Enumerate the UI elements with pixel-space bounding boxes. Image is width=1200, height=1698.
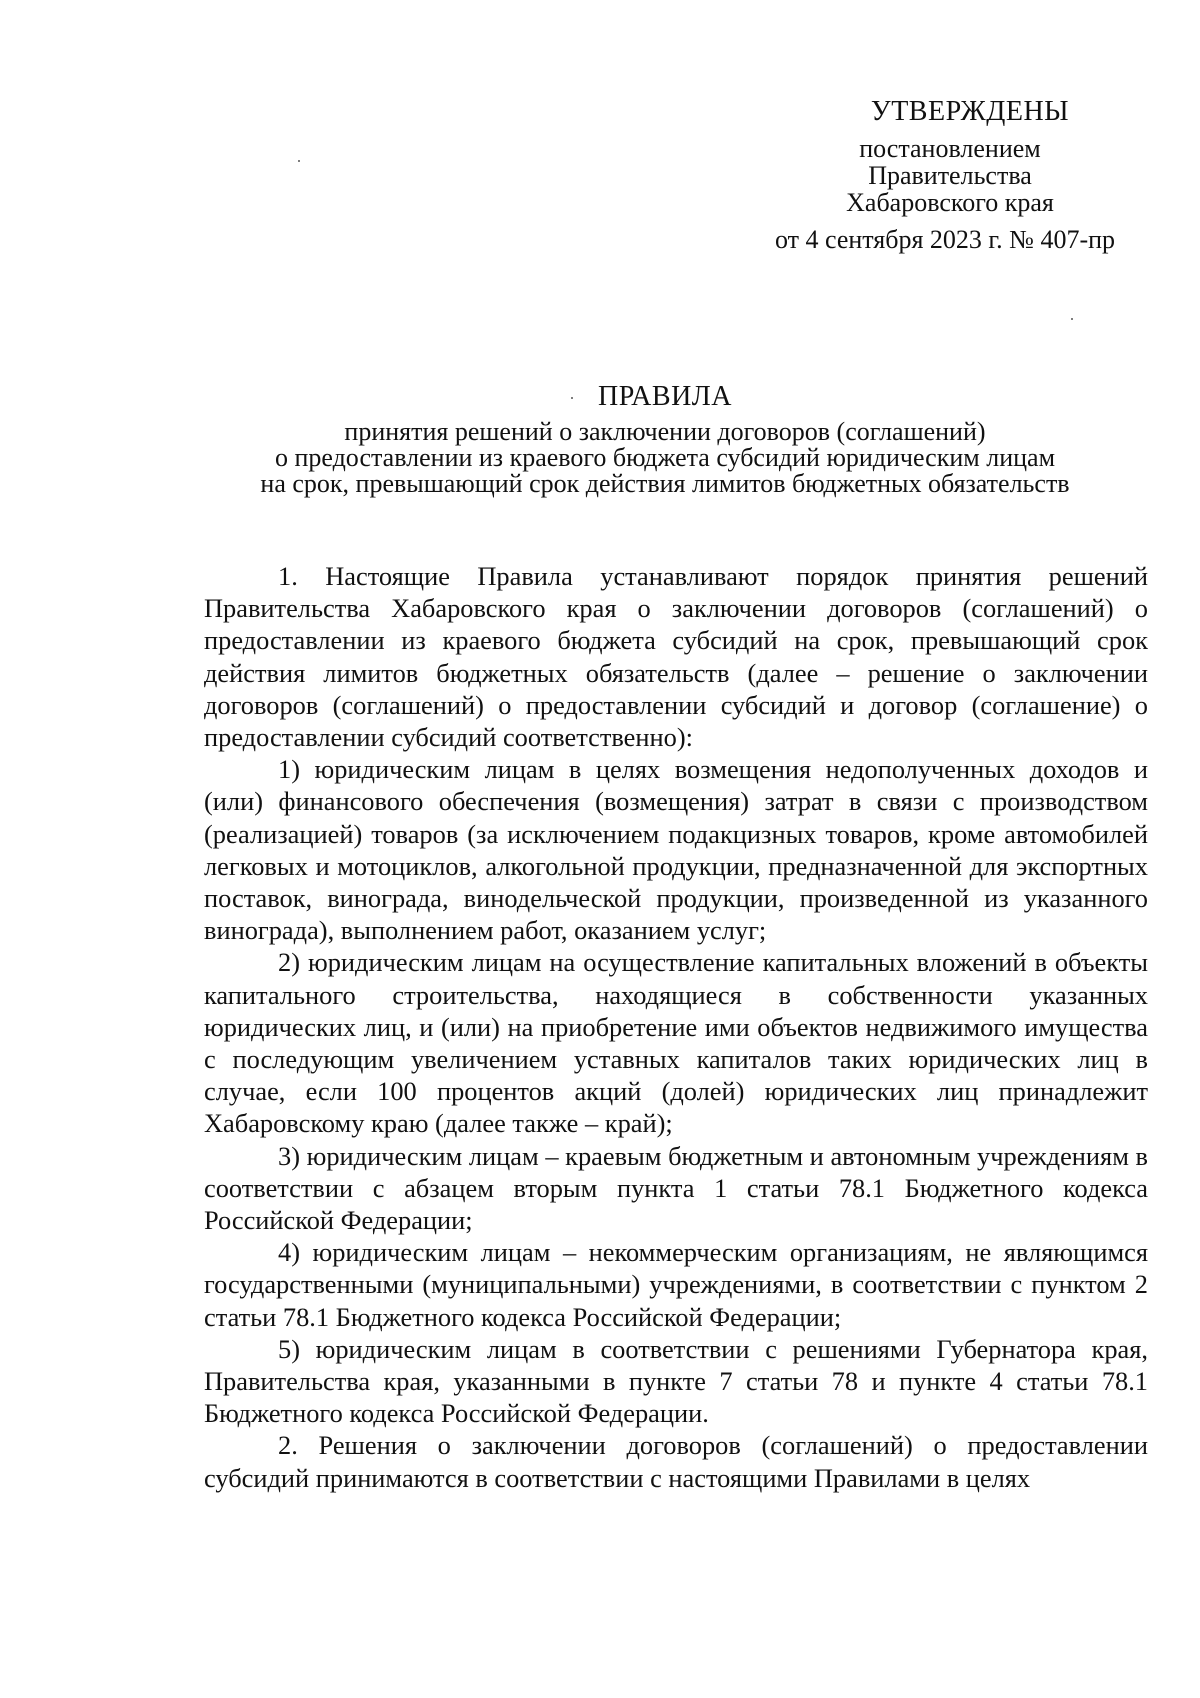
scan-speck [571,397,573,399]
paragraph-2: 2. Решения о заключении договоров (соглашений) о предоставлении субсидий принимаются в соответствии с настоящими Правилами в целях [204,1430,1148,1493]
document-subtitle-line-2: о предоставлении из краевого бюджета субсидий юридическим лицам [274,443,1056,472]
paragraph-1-item-1: 1) юридическим лицам в целях возмещения недополученных доходов и (или) финансового обеспечения (возмещения) затрат в связи с производством (реализацией) товаров (за исключением подакцизных товаров, кроме автомобилей легковых и мотоциклов, алкогольной продукции, предназначенной для экспортных поставок, винограда, винодельческой продукции, произведенной из указанного винограда), выполнением работ, оказанием услуг; [204,754,1148,946]
approval-heading: УТВЕРЖДЕНЫ [870,96,1070,127]
document-subtitle-line-1: принятия решений о заключении договоров (соглашений) [344,417,986,446]
approval-line-3: Хабаровского края [846,188,1054,217]
approval-date: от 4 сентября 2023 г. № 407-пр [774,225,1116,254]
document-title: ПРАВИЛА [597,381,733,412]
paragraph-1: 1. Настоящие Правила устанавливают порядок принятия решений Правительства Хабаровского края о заключении договоров (соглашений) о предоставлении из краевого бюджета субсидий на срок, превышающий срок действия лимитов бюджетных обязательств (далее – решение о заключении договоров (соглашений) о предоставлении субсидий и договор (соглашение) о предоставлении субсидий соответственно): [204,561,1148,753]
approval-line-1: постановлением [859,134,1041,163]
paragraph-1-item-3: 3) юридическим лицам – краевым бюджетным и автономным учреждениям в соответствии с абзацем вторым пункта 1 статьи 78.1 Бюджетного кодекса Российской Федерации; [204,1140,1148,1236]
document-title-block [200,381,1130,497]
scan-speck [1071,318,1073,320]
paragraph-1-item-5: 5) юридическим лицам в соответствии с решениями Губернатора края, Правительства края, указанными в пункте 7 статьи 78 и пункте 4 статьи 78.1 Бюджетного кодекса Российской Федерации. [204,1333,1148,1429]
approval-block [760,98,1140,253]
document-body [204,560,1148,1494]
approval-line-2: Правительства [868,161,1032,190]
document-subtitle-line-3: на срок, превышающий срок действия лимитов бюджетных обязательств [260,469,1070,498]
scan-speck [298,160,300,162]
paragraph-1-item-4: 4) юридическим лицам – некоммерческим организациям, не являющимся государственными (муниципальными) учреждениями, в соответствии с пунктом 2 статьи 78.1 Бюджетного кодекса Российской Федерации; [204,1237,1148,1332]
paragraph-1-item-2: 2) юридическим лицам на осуществление капитальных вложений в объекты капитального строительства, находящиеся в собственности указанных юридических лиц, и (или) на приобретение ими объектов недвижимого имущества с последующим увеличением уставных капиталов таких юридических лиц в случае, если 100 процентов акций (долей) юридических лиц принадлежит Хабаровскому краю (далее также – край); [204,947,1148,1139]
